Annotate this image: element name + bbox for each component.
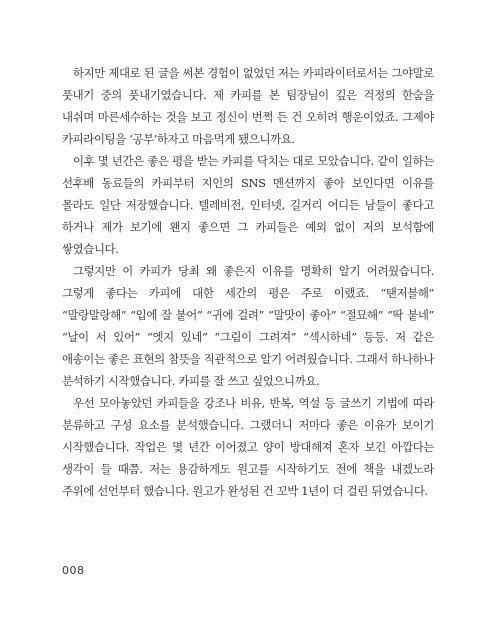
paragraph-2: 이후 몇 년간은 좋은 평을 받는 카피를 닥치는 대로 모았습니다. 같이 일하는 선후배 동료들의 카피부터 지인의 SNS 멘션까지 좋아 보인다면 이유를 몰라도 일단 저장했습니다. 텔레비전, 인터넷, 길거리 어디든 남들이 좋다고 하거나 제가 보기에 왠지 좋으면 그 카피들은 예외 없이 저의 보석함에 쌓였습니다. [62,154,434,256]
paragraph-4: 우선 모아놓았던 카피들을 강조나 비유, 반복, 역설 등 글쓰기 기법에 따라 분류하고 구성 요소를 분석했습니다. 그랬더니 저마다 좋은 이유가 보이기 시작했습니다. 작업은 몇 년간 이어졌고 양이 방대해져 혼자 보긴 아깝다는 생각이 들 때쯤. 저는 용감하게도 원고를 시작하기도 전에 책을 내겠노라 주위에 선언부터 했습니다. 원고가 완성된 건 꼬박 1년이 더 걸린 뒤였습니다. [62,396,434,498]
body-text [62,62,434,502]
page-number: 008 [62,564,85,577]
paragraph-3: 그렇지만 이 카피가 당최 왜 좋은지 이유를 명확히 알기 어려웠습니다. 그렇게 좋다는 카피에 대한 세간의 평은 주로 이랬죠. “탠저블해” “말랑말랑해” “입에 잘 붙어” “귀에 걸려” “말맛이 좋아” “절묘해” “딱 붙네” “날이 서 있어” “엣지 있네” “그림이 그려져” “섹시하네” 등등. 저 같은 애송이는 좋은 표현의 참뜻을 직관적으로 알기 어려웠습니다. 그래서 하나하나 분석하기 시작했습니다. 카피를 잘 쓰고 싶었으니까요. [62,264,434,388]
paragraph-1: 하지만 제대로 된 글을 써본 경험이 없었던 저는 카피라이터로서는 그야말로 풋내기 중의 풋내기였습니다. 제 카피를 본 팀장님이 깊은 걱정의 한숨을 내쉬며 마른세수하는 것을 보고 정신이 번쩍 든 건 오히려 행운이었죠. 그제야 카피라이팅을 ‘공부’하자고 마음먹게 됐으니까요. [62,66,434,146]
